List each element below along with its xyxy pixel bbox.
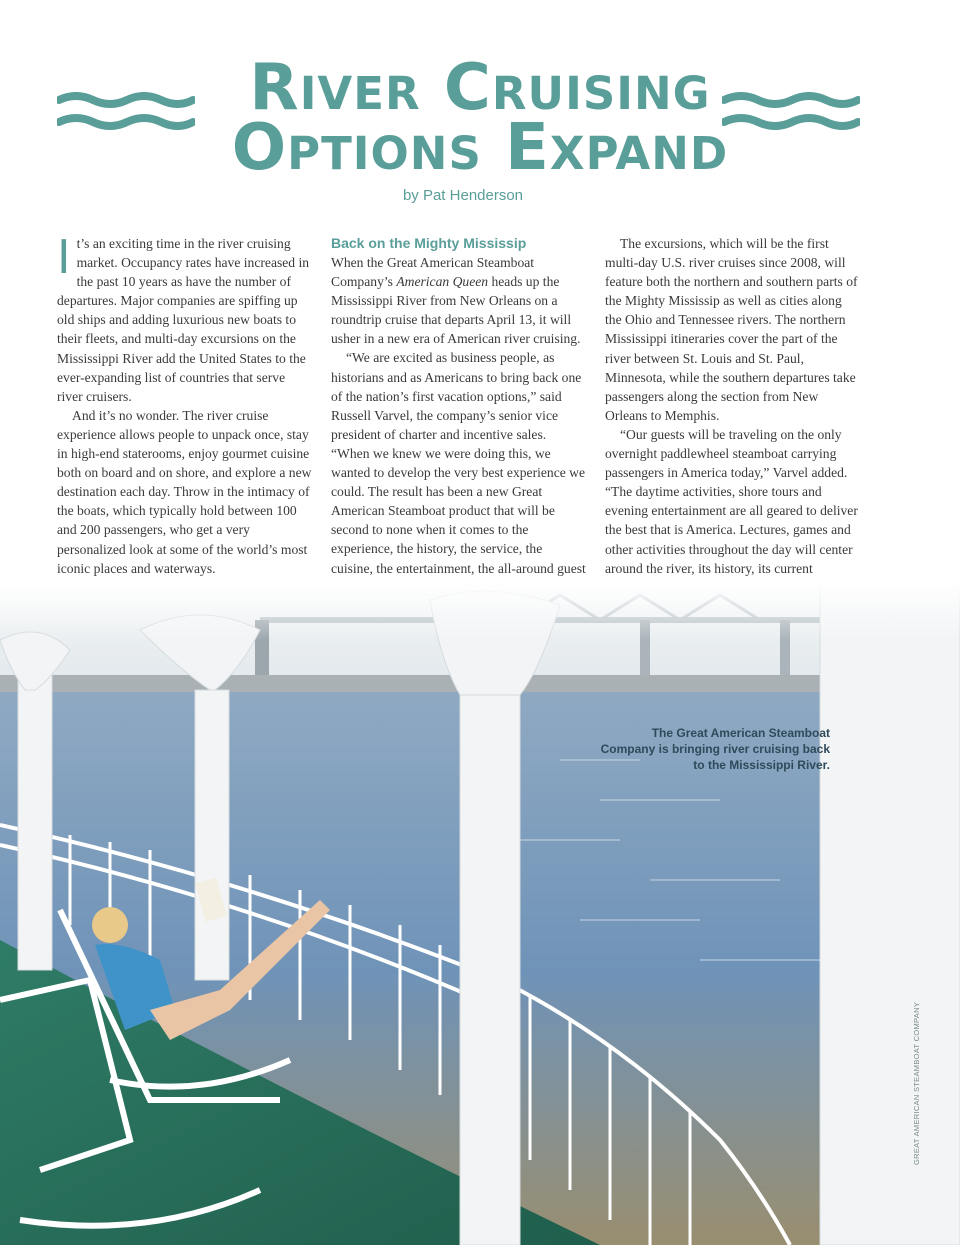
photo-credit: GREAT AMERICAN STEAMBOAT COMPANY [912,1001,921,1165]
paragraph-text: When the Great American Steamboat Company’s [331,255,535,290]
paragraph [331,253,587,348]
drop-cap: I [57,230,71,284]
paragraph: “We are excited as business people, as historians and as Americans to bring back one of the nation’s first vacation options,” said Russell Varvel, the company’s senior vice president of charter and incentive sales. “When we knew we were doing this, we wanted to develop the very best experience we could. The result has been a new Great American Steamboat product that will be second to none when it comes to the experience, the history, the service, the cuisine, the entertainment, the all-around guest [331,350,586,576]
paragraph: The excursions, which will be the first multi-day U.S. river cruises since 2008, will feature both the northern and southern parts of the Mighty Mississip as well as cities along the Ohio and Tennessee rivers. The northern Mississippi itineraries cover the part of the river between St. Louis and St. Paul, Minnesota, while the southern departures take passengers along the section from New Orleans to Memphis. [605,236,858,423]
byline: by Pat Henderson [402,187,524,204]
steamboat-deck-photo [0,580,960,1245]
paragraph [57,230,313,406]
paragraph-text: heads up the Mississippi River from New Orleans on a roundtrip cruise that departs April 13, it will usher in a new era of American river cruising. [331,274,581,347]
paragraph: And it’s no wonder. The river cruise experience allows people to unpack once, stay in high-end staterooms, enjoy gourmet cuisine both on board and on shore, and explore a new destination each day. Throw in the intimacy of the boats, which typically hold between 100 and 200 passengers, who get a very personalized look at some of the world’s most iconic places and waterways. [57,407,312,576]
headline-line-2: Options Expand [231,111,729,185]
article-column-2 [331,234,587,597]
paragraph-text: t’s an exciting time in the river cruising market. Occupancy rates have increased in the past 10 years as have the number of departures. Major companies are spiffing up old ships and adding luxurious new boats to their fleets, and multi-day excursions on the Mississippi River add the United States to the ever-expanding list of countries that serve river cruisers. [57,236,310,404]
ship-name: American Queen [396,274,489,290]
paragraph: “Our guests will be traveling on the only overnight paddlewheel steamboat carrying passengers in America today,” Varvel added. “The daytime activities, shore tours and evening entertainment are all geared to deliver the best that is America. Lectures, games and other activities throughout the day will center around the river, its history, its current [605,426,858,576]
section-subhead: Back on the Mighty Mississip [331,235,527,251]
photo-caption: The Great American Steamboat Company is bringing river cruising back to the Mississippi River. [600,726,830,772]
article-column-3 [605,234,861,616]
article-column-1 [57,230,313,578]
photo-fade [0,580,960,640]
headline-line-1: River Cruising [249,51,711,125]
